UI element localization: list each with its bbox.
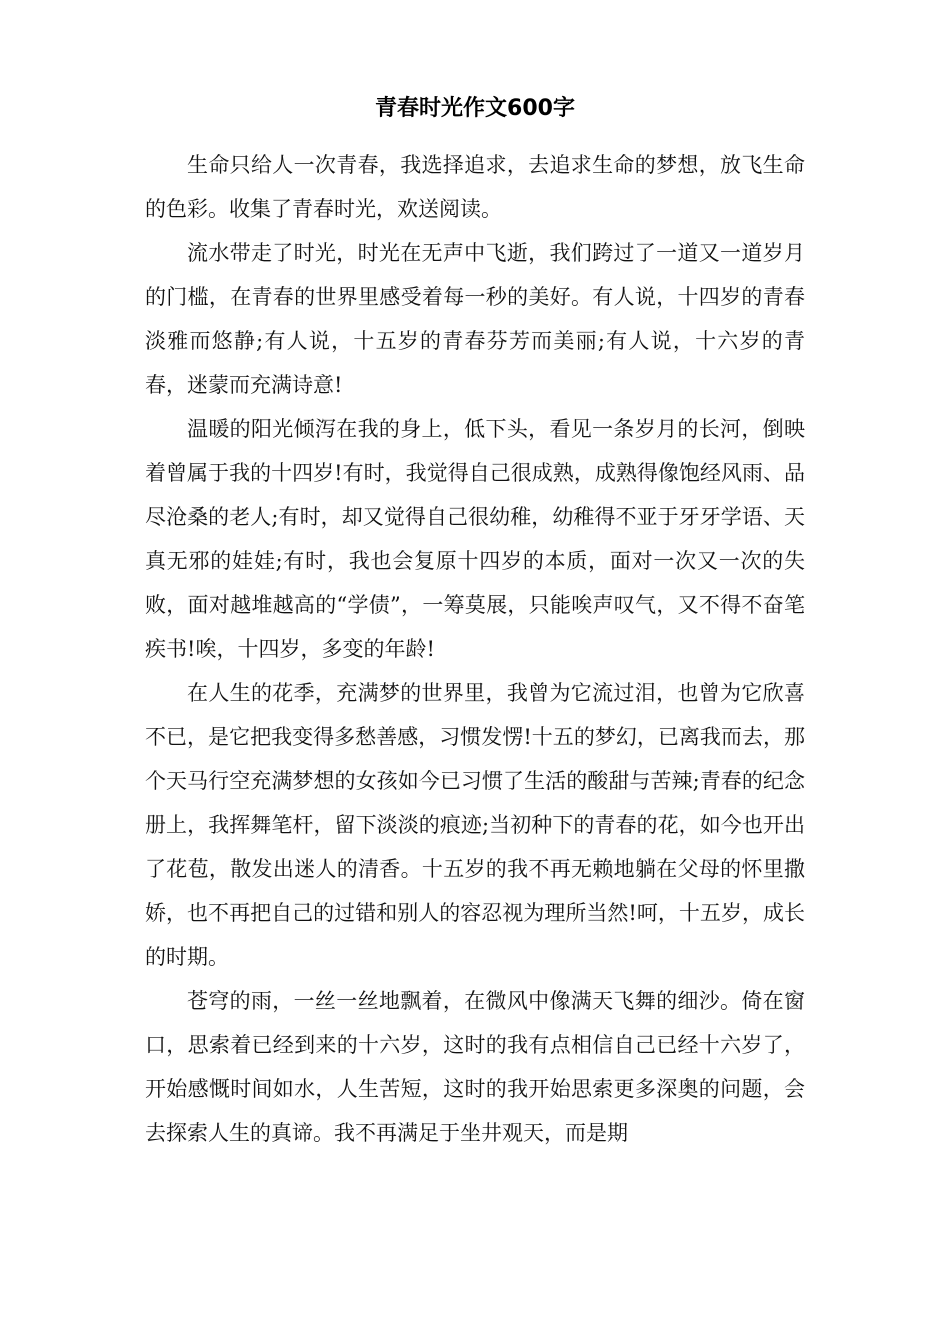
paragraph-1: 生命只给人一次青春，我选择追求，去追求生命的梦想，放飞生命的色彩。收集了青春时光，欢送阅读。 bbox=[145, 153, 805, 221]
paragraph-5: 苍穹的雨，一丝一丝地飘着，在微风中像满天飞舞的细沙。倚在窗口，思索着已经到来的十六岁，这时的我有点相信自己已经十六岁了，开始感慨时间如水，人生苦短，这时的我开始思索更多深奥的问题，会去探索人生的真谛。我不再满足于坐井观天，而是期 bbox=[145, 989, 805, 1145]
document-body bbox=[145, 143, 805, 1155]
paragraph-2: 流水带走了时光，时光在无声中飞逝，我们跨过了一道又一道岁月的门槛，在青春的世界里感受着每一秒的美好。有人说，十四岁的青春淡雅而悠静;有人说，十五岁的青春芬芳而美丽;有人说，十六岁的青春，迷蒙而充满诗意! bbox=[145, 241, 805, 397]
document-title: 青春时光作文600字 bbox=[375, 96, 575, 121]
paragraph-3: 温暖的阳光倾泻在我的身上，低下头，看见一条岁月的长河，倒映着曾属于我的十四岁!有时，我觉得自己很成熟，成熟得像饱经风雨、品尽沧桑的老人;有时，却又觉得自己很幼稚，幼稚得不亚于牙牙学语、天真无邪的娃娃;有时，我也会复原十四岁的本质，面对一次又一次的失败，面对越堆越高的“学债”，一筹莫展，只能唉声叹气，又不得不奋笔疾书!唉，十四岁，多变的年龄! bbox=[145, 417, 805, 661]
paragraph-4: 在人生的花季，充满梦的世界里，我曾为它流过泪，也曾为它欣喜不已，是它把我变得多愁善感，习惯发愣!十五的梦幻，已离我而去，那个天马行空充满梦想的女孩如今已习惯了生活的酸甜与苦辣;青春的纪念册上，我挥舞笔杆，留下淡淡的痕迹;当初种下的青春的花，如今也开出了花苞，散发出迷人的清香。十五岁的我不再无赖地躺在父母的怀里撒娇，也不再把自己的过错和别人的容忍视为理所当然!呵，十五岁，成长的时期。 bbox=[145, 681, 805, 969]
